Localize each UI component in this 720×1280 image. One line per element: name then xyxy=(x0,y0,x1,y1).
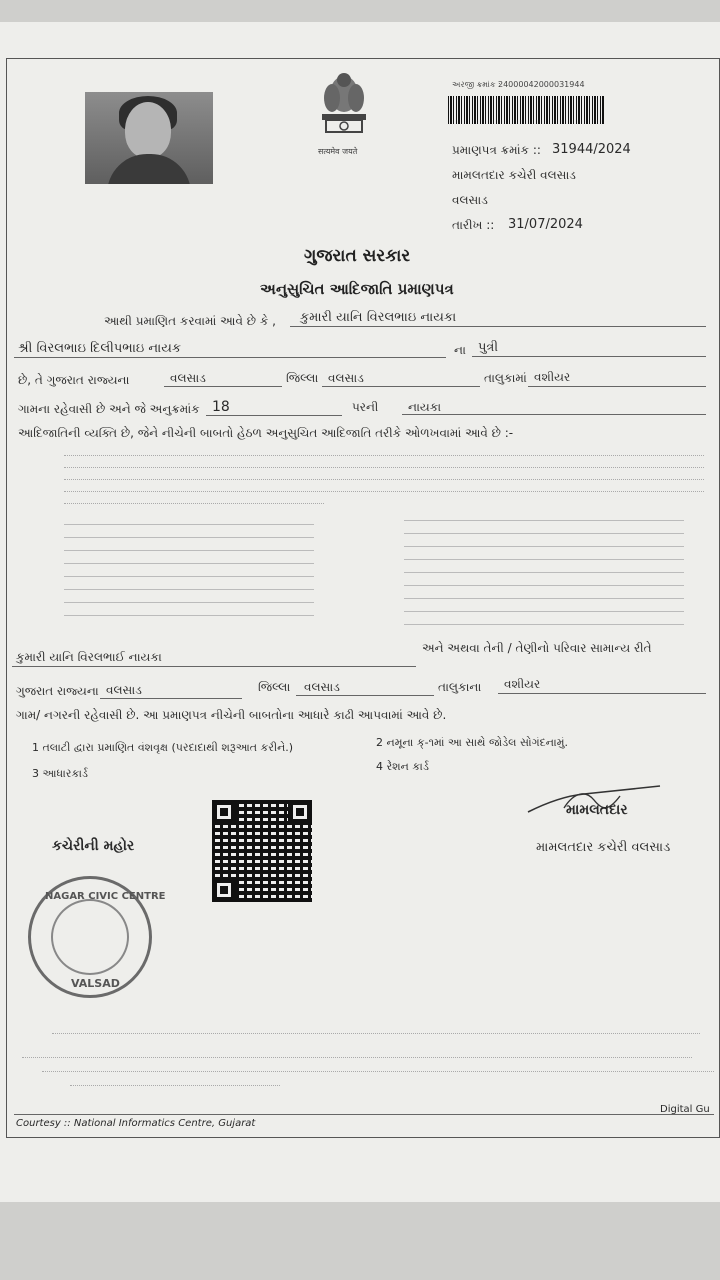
certificate-date: 31/07/2024 xyxy=(508,217,583,232)
emblem-motto: सत्यमेव जयते xyxy=(318,147,358,156)
village-statement: ગામ/ નગરની રહેવાસી છે. આ પ્રમાણપત્ર નીચેની બાબતોના આધારે કાઢી આપવામાં આવે છે. xyxy=(16,708,447,722)
relation: પુત્રી xyxy=(478,340,499,355)
application-no: 24000042000031944 xyxy=(498,80,585,89)
district-value-1: વલસાડ xyxy=(170,371,206,385)
district-value-3: વલસાડ xyxy=(106,683,142,697)
document-item-1: 1 તલાટી દ્વારા પ્રમાણિત વંશવૃક્ષ (પરદાદાથી શરૂઆત કરીને.) xyxy=(32,741,294,754)
taluka-value: વશીયર xyxy=(534,370,571,384)
office-stamp-label: કચેરીની મહોર xyxy=(52,838,135,854)
district-label: જિલ્લા xyxy=(286,371,319,385)
qr-code xyxy=(212,800,312,902)
seal-bottom-text: VALSAD xyxy=(71,977,120,990)
date-label: તારીખ :: xyxy=(452,218,495,232)
serial-no: 18 xyxy=(212,399,230,415)
digital-signature-label: Digital Gu xyxy=(660,1104,710,1115)
tribe-statement: આદિજાતિની વ્યક્તિ છે, જેને નીચેની બાબતો હેઠળ અનુસુચિત આદિજાતિ તરીકે ઓળખવામાં આવે છે :- xyxy=(18,426,514,440)
office-seal xyxy=(28,876,166,998)
taluka-value-2: વશીયર xyxy=(504,677,541,691)
seal-top-text: NAGAR CIVIC CENTRE xyxy=(45,891,166,902)
district-value-2: વલસાડ xyxy=(328,371,364,385)
certify-label: આથી પ્રમાણિત કરવામાં આવે છે કે , xyxy=(104,314,276,328)
document-item-3: 3 આધારકાર્ડ xyxy=(32,767,88,780)
applicant-photo xyxy=(85,92,213,184)
barcode xyxy=(448,96,604,124)
taluka-label-2: તાલુકાના xyxy=(438,680,482,694)
header-office: મામલતદાર કચેરી વલસાડ xyxy=(452,168,576,182)
family-statement: અને અથવા તેની / તેણીનો પરિવાર સામાન્ય રીતે xyxy=(422,641,652,655)
taluka-label: તાલુકામાં xyxy=(484,371,527,385)
certificate-title: અનુસુચિત આદિજાતિ પ્રમાણપત્ર xyxy=(260,280,454,298)
applicant-name-2: કુમારી યાનિ વિરલભાઈ નાયકા xyxy=(16,650,162,664)
signatory-title: મામલતદાર xyxy=(566,802,628,818)
resident-label: ગામના રહેવાસી છે અને જે અનુક્રમાંક xyxy=(18,402,200,416)
application-no-label: અરજી ક્રમાંક : xyxy=(452,80,501,89)
document-item-2: 2 નમૂના ક્-૧માં આ સાથે જોડેલ સોગંદનામું. xyxy=(376,736,568,749)
signatory-office: મામલતદાર કચેરી વલસાડ xyxy=(536,840,671,855)
document-item-4: 4 રેશન કાર્ડ xyxy=(376,760,429,773)
district-value-4: વલસાડ xyxy=(304,680,340,694)
certificate-no-label: પ્રમાણપત્ર ક્રમાંક :: xyxy=(452,143,541,157)
applicant-name: કુમારી યાનિ વિરલભાઇ નાયકા xyxy=(300,310,457,325)
state-label: છે, તે ગુજરાત રાજ્યના xyxy=(18,373,130,387)
national-emblem-icon xyxy=(312,68,376,148)
government-title: ગુજરાત સરકાર xyxy=(304,246,411,266)
of-label: પરની xyxy=(352,400,379,414)
father-name: શ્રી વિરલભાઇ દિલીપભાઇ નાયક xyxy=(18,341,182,356)
district-label-2: જિલ્લા xyxy=(258,680,291,694)
state-label-2: ગુજરાત રાજ્યના xyxy=(16,684,99,698)
courtesy-footer: Courtesy :: National Informatics Centre, Gujarat xyxy=(16,1118,256,1129)
certificate-no: 31944/2024 xyxy=(552,142,631,157)
tribe-name: નાયકા xyxy=(408,400,442,414)
na-label: ના xyxy=(454,343,466,357)
header-place: વલસાડ xyxy=(452,193,488,207)
